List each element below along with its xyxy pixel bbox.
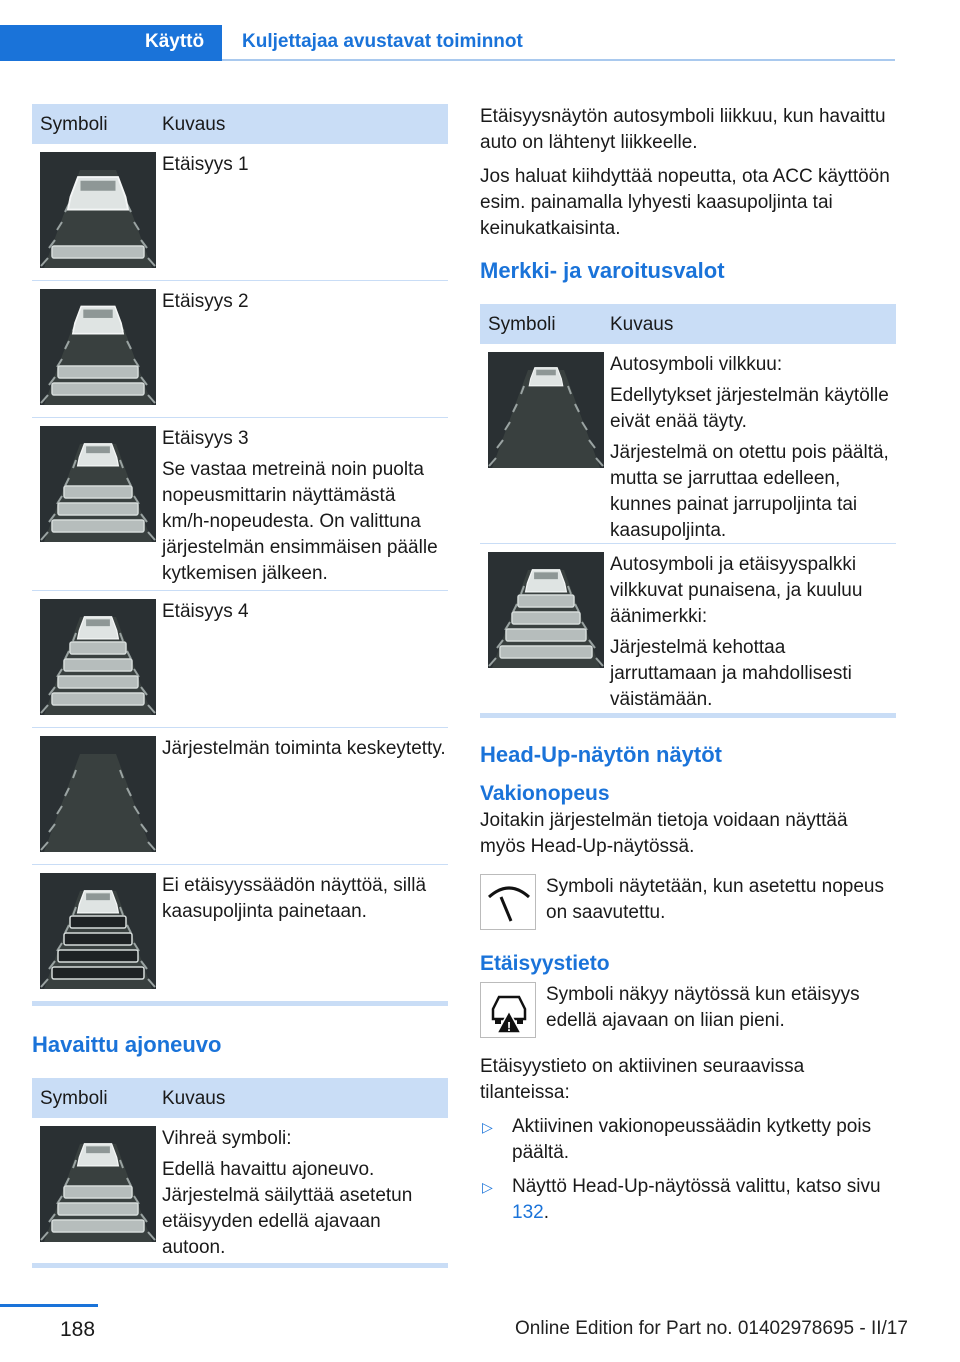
description-cell <box>156 144 448 280</box>
description-line: Ei etäisyyssäädön näyttöä, sillä kaasupoljinta painetaan. <box>162 875 427 922</box>
col-header-description: Kuvaus <box>610 314 674 335</box>
bullet-triangle-icon: ▷ <box>482 1119 493 1135</box>
list-item-text: Näyttö Head-Up-näytössä valittu, katso sivu <box>512 1176 881 1197</box>
symbol-cell <box>32 728 156 864</box>
description-line: Edellytykset järjestelmän käytölle eivät enää täyty. <box>610 385 889 432</box>
cruise-icon-row <box>480 874 896 930</box>
header-rule <box>222 59 895 61</box>
table-header <box>32 1078 448 1118</box>
speed-reached-icon <box>480 874 536 930</box>
table-row <box>32 144 448 281</box>
description-cell <box>156 865 448 1001</box>
description-line: Vihreä symboli: <box>162 1128 292 1149</box>
distance-warning-icon <box>480 982 536 1038</box>
intro-paragraph-1: Etäisyysnäytön autosymboli liikkuu, kun havaittu auto on lähtenyt liikkeelle. <box>480 106 886 153</box>
edition-footer: Online Edition for Part no. 01402978695 - II/17 <box>515 1318 908 1339</box>
page-number-rule <box>0 1304 98 1307</box>
distance-table-body <box>32 144 448 1002</box>
page-number: 188 <box>60 1318 96 1341</box>
table-row <box>32 865 448 1002</box>
description-cell <box>604 344 896 543</box>
description-cell <box>156 281 448 417</box>
detected-vehicle-table-body <box>32 1118 448 1264</box>
list-item <box>480 1174 896 1226</box>
col-header-description: Kuvaus <box>162 1088 226 1109</box>
description-line: Se vastaa metreinä noin puolta nopeusmittarin näyttämästä km/h-nopeudesta. On valittuna järjestelmän ensimmäisen päälle kytkemisen jälkeen. <box>162 459 438 584</box>
description-line: Autosymboli ja etäisyyspalkki vilkkuvat punaisena, ja kuuluu äänimerkki: <box>610 554 863 627</box>
system-interrupted-icon <box>40 736 156 852</box>
description-line: Järjestelmä kehottaa jarruttamaan ja mahdollisesti väistämään. <box>610 637 852 710</box>
symbol-cell <box>32 418 156 590</box>
chapter-tab[interactable]: Käyttö <box>0 25 222 61</box>
table-end-rule <box>480 714 896 718</box>
no-distance-control-icon <box>40 873 156 989</box>
col-header-description: Kuvaus <box>162 114 226 135</box>
description-cell <box>156 418 448 590</box>
description-line: Autosymboli vilkkuu: <box>610 354 783 375</box>
table-row <box>32 728 448 865</box>
distance-icon-row <box>480 982 896 1038</box>
list-item-text: Aktiivinen vakionopeussäädin kytketty pois päältä. <box>512 1116 872 1163</box>
left-column <box>32 104 448 1268</box>
table-row <box>32 1118 448 1264</box>
section-title-warning-lights: Merkki- ja varoitusvalot <box>480 258 725 283</box>
distance-3-icon <box>40 426 156 542</box>
list-item <box>480 1114 896 1166</box>
description-line: Etäisyys 3 <box>162 428 249 449</box>
description-line: Edellä havaittu ajoneuvo. Järjestelmä säilyttää asetetun etäisyyden edellä ajavaan autoon. <box>162 1159 413 1258</box>
svg-text:!: ! <box>506 1019 512 1034</box>
list-item-text-wrap <box>512 1174 896 1226</box>
subsection-title-cruise: Vakionopeus <box>480 782 610 805</box>
car-flashing-icon <box>488 352 604 468</box>
car-bars-red-icon <box>488 552 604 668</box>
description-cell <box>156 728 448 864</box>
description-line: Järjestelmän toiminta keskeytetty. <box>162 738 446 759</box>
table-end-rule <box>32 1264 448 1268</box>
section-title-hud: Head-Up-näytön näytöt <box>480 742 722 767</box>
table-header <box>32 104 448 144</box>
symbol-cell <box>32 144 156 280</box>
list-item-trailing: . <box>543 1202 549 1223</box>
cruise-icon-description: Symboli näytetään, kun asetettu nopeus on saavutettu. <box>546 876 885 923</box>
distance-2-icon <box>40 289 156 405</box>
distance-paragraph: Etäisyystieto on aktiivinen seuraavissa tilanteissa: <box>480 1056 805 1103</box>
description-line: Järjestelmä on otettu pois päältä, mutta se jarruttaa edelleen, kunnes painat jarrupoljinta tai kaasupoljinta. <box>610 442 889 541</box>
warning-lights-table-body <box>480 344 896 714</box>
table-header <box>480 304 896 344</box>
section-title-detected-vehicle: Havaittu ajoneuvo <box>32 1032 222 1057</box>
distance-4-icon <box>40 599 156 715</box>
table-row <box>32 418 448 591</box>
table-row <box>32 591 448 728</box>
description-line: Etäisyys 2 <box>162 291 249 312</box>
symbol-cell <box>32 281 156 417</box>
description-cell <box>156 1118 448 1263</box>
page-header <box>0 25 895 63</box>
right-column <box>480 104 896 1234</box>
description-cell <box>604 544 896 713</box>
intro-paragraph-2: Jos haluat kiihdyttää nopeutta, ota ACC käyttöön esim. painamalla lyhyesti kaasupoljinta tai keinukatkaisinta. <box>480 166 890 239</box>
col-header-symbol: Symboli <box>488 314 556 335</box>
col-header-symbol: Symboli <box>40 114 108 135</box>
bullet-triangle-icon: ▷ <box>482 1179 493 1195</box>
symbol-cell <box>32 591 156 727</box>
description-cell <box>156 591 448 727</box>
cruise-paragraph: Joitakin järjestelmän tietoja voidaan näyttää myös Head-Up-näytössä. <box>480 810 848 857</box>
table-row <box>480 344 896 544</box>
distance-icon-description: Symboli näkyy näytössä kun etäisyys edellä ajavaan on liian pieni. <box>546 984 860 1031</box>
col-header-symbol: Symboli <box>40 1088 108 1109</box>
description-line: Etäisyys 1 <box>162 154 249 175</box>
symbol-cell <box>32 1118 156 1263</box>
table-row <box>480 544 896 714</box>
description-line: Etäisyys 4 <box>162 601 249 622</box>
symbol-cell <box>480 344 604 543</box>
condition-list <box>480 1114 896 1226</box>
symbol-cell <box>480 544 604 713</box>
symbol-cell <box>32 865 156 1001</box>
table-end-rule <box>32 1002 448 1006</box>
table-row <box>32 281 448 418</box>
vehicle-detected-icon <box>40 1126 156 1242</box>
subsection-title-distance: Etäisyystieto <box>480 952 610 975</box>
distance-1-icon <box>40 152 156 268</box>
page-reference-link[interactable]: 132 <box>512 1202 544 1223</box>
section-breadcrumb[interactable]: Kuljettajaa avustavat toiminnot <box>242 31 523 52</box>
